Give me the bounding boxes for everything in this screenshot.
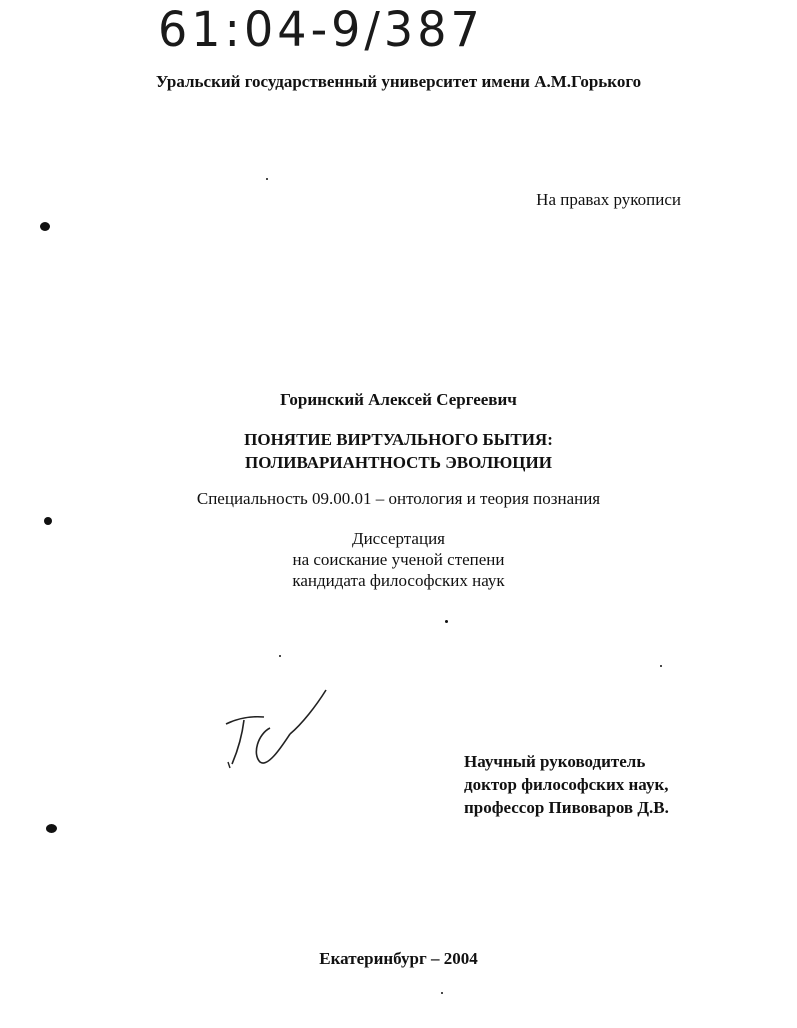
university-name: Уральский государственный университет имени А.М.Горького [155,72,642,91]
supervisor-info [464,750,669,819]
scan-speck [441,992,443,994]
dissertation-line: Диссертация [351,529,445,548]
scan-speck [279,655,281,657]
scan-speck [44,517,52,525]
scan-speck [40,222,50,231]
rights-note: На правах рукописи [536,190,681,209]
city-year: Екатеринбург – 2004 [319,949,478,968]
handwritten-catalog-number [158,1,484,58]
author-name: Горинский Алексей Сергеевич [280,390,517,409]
catalog-number-text: 61:04-9/387 [158,0,484,58]
scan-speck [46,824,57,833]
dissertation-line: на соискание ученой степени [292,550,505,569]
scan-speck [266,178,268,180]
dissertation-line: кандидата философских наук [292,571,505,590]
dissertation-info [0,528,797,591]
title-line: ПОНЯТИЕ ВИРТУАЛЬНОГО БЫТИЯ: [244,430,553,449]
scan-speck [660,665,662,667]
supervisor-line: профессор Пивоваров Д.В. [464,798,669,817]
signature-icon [218,684,338,774]
specialty: Специальность 09.00.01 – онтология и теория познания [196,489,601,508]
supervisor-line: Научный руководитель [464,752,646,771]
supervisor-line: доктор философских наук, [464,775,669,794]
scan-speck [445,620,448,623]
dissertation-title [0,428,797,474]
title-line: ПОЛИВАРИАНТНОСТЬ ЭВОЛЮЦИИ [245,453,552,472]
